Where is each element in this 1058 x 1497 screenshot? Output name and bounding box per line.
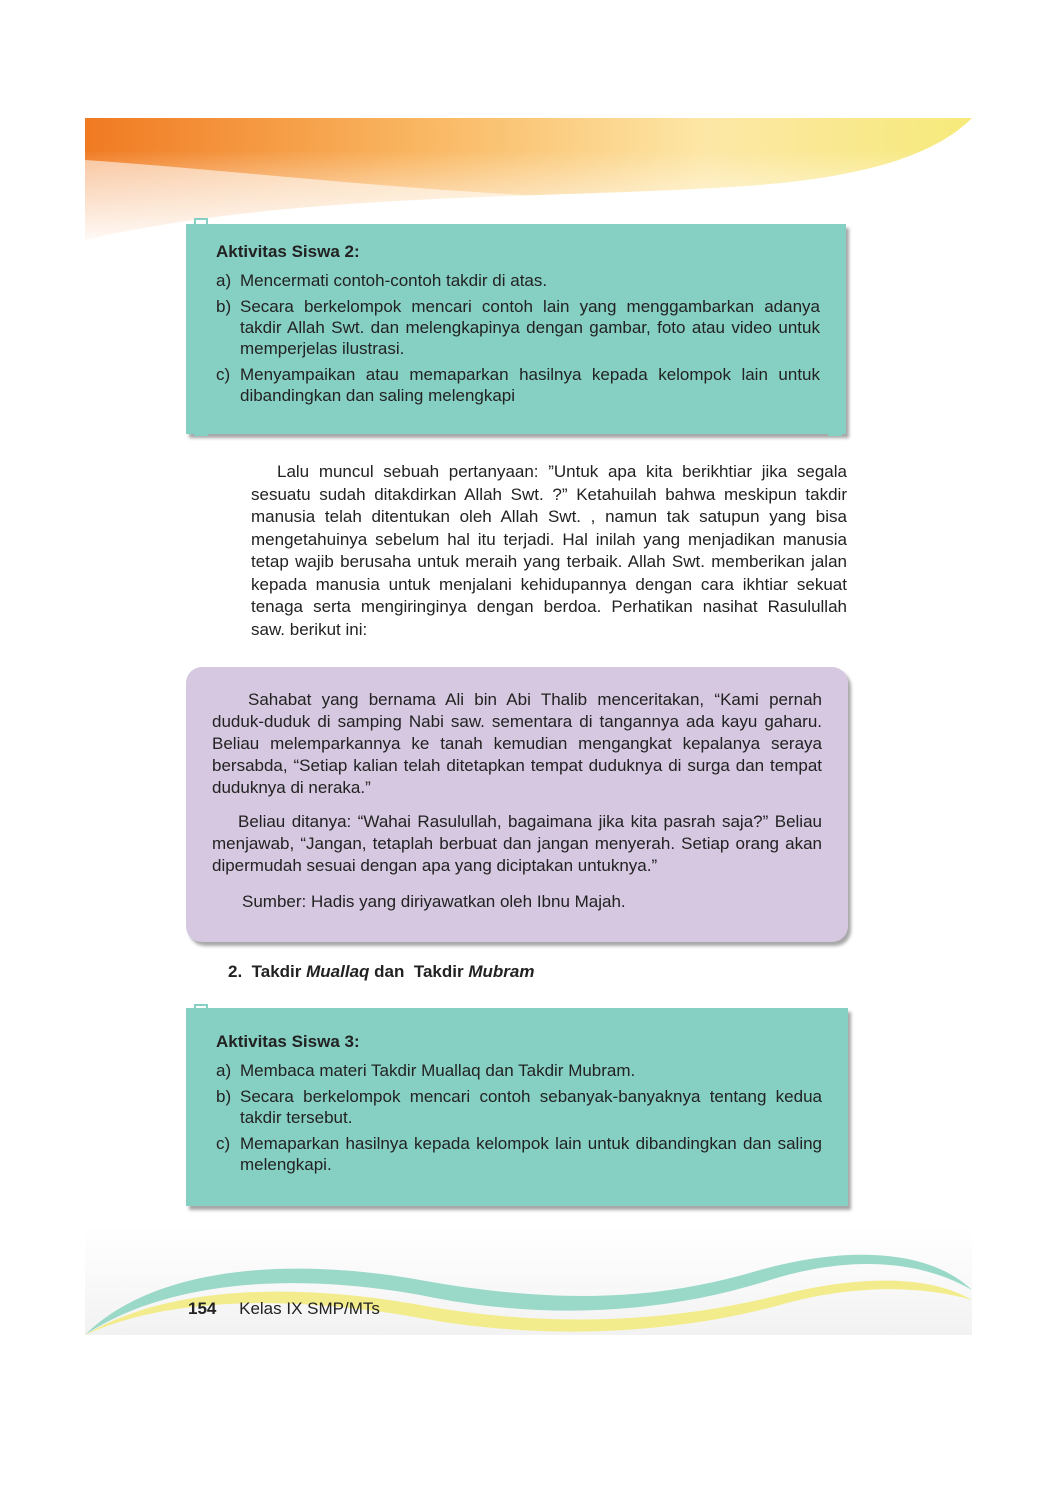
list-item: [216, 296, 820, 359]
corner-ornament: [194, 1186, 208, 1200]
list-item: [216, 364, 820, 406]
list-text: Secara berkelompok mencari contoh lain yang menggambarkan adanya takdir Allah Swt. dan melengkapinya dengan gambar, foto atau video untuk memperjelas ilustrasi.: [240, 297, 820, 358]
activity-2-box: [186, 224, 846, 434]
list-marker: b): [216, 1087, 232, 1106]
list-text: Menyampaikan atau memaparkan hasilnya kepada kelompok lain untuk dibandingkan dan saling melengkapi: [240, 365, 820, 405]
corner-ornament: [828, 1008, 842, 1022]
page-number: 154: [188, 1299, 217, 1318]
section-term: Muallaq: [306, 962, 370, 981]
hadith-box: [186, 667, 848, 942]
list-marker: c): [216, 365, 231, 384]
section-conjunction: dan: [374, 962, 405, 981]
corner-ornament: [828, 422, 842, 436]
activity-2-title: Aktivitas Siswa 2:: [216, 242, 360, 261]
list-item: [216, 1060, 822, 1081]
list-text: Secara berkelompok mencari contoh sebanyak-banyaknya tentang kedua takdir tersebut.: [240, 1087, 822, 1127]
section-term: Mubram: [468, 962, 535, 981]
page-footer: [188, 1299, 380, 1319]
corner-ornament: [194, 1004, 208, 1018]
list-text: Mencermati contoh-contoh takdir di atas.: [240, 271, 548, 290]
list-item: [216, 1133, 822, 1175]
activity-3-box: [186, 1008, 848, 1206]
book-label: Kelas IX SMP/MTs: [239, 1299, 380, 1318]
hadith-paragraph-1: Sahabat yang bernama Ali bin Abi Thalib menceritakan, “Kami pernah duduk-duduk di samping Nabi saw. sementara di tangannya ada kayu gaharu. Beliau melemparkannya ke tanah kemudian mengangkat kepalanya seraya bersabda, “Setiap kalian telah ditetapkan tempat duduknya di surga dan tempat duduknya di neraka.”: [212, 690, 822, 797]
list-marker: a): [216, 271, 232, 290]
activity-3-title: Aktivitas Siswa 3:: [216, 1032, 360, 1051]
corner-ornament: [828, 1186, 842, 1200]
list-marker: b): [216, 297, 232, 316]
activity-2-list: [216, 270, 820, 406]
hadith-source: Sumber: Hadis yang diriyawatkan oleh Ibnu Majah.: [242, 892, 626, 911]
section-word: Takdir: [413, 962, 464, 981]
activity-3-list: [216, 1060, 822, 1175]
section-heading: [228, 962, 534, 982]
corner-ornament: [194, 218, 208, 232]
list-item: [216, 1086, 822, 1128]
body-paragraph: Lalu muncul sebuah pertanyaan: ”Untuk apa kita berikhtiar jika segala sesuatu sudah ditakdirkan Allah Swt. ?” Ketahuilah bahwa meskipun takdir manusia telah ditentukan oleh Allah Swt. , namun tak satupun yang bisa mengetahuinya sebelum hal itu terjadi. Hal inilah yang menjadikan manusia tetap wajib berusaha untuk meraih yang terbaik. Allah Swt. memberikan jalan kepada manusia untuk menjalani kehidupannya dengan cara ikhtiar sekuat tenaga serta mengiringinya dengan berdoa. Perhatikan nasihat Rasulullah saw. berikut ini:: [251, 462, 847, 639]
list-text: Membaca materi Takdir Muallaq dan Takdir Mubram.: [240, 1061, 636, 1080]
section-word: Takdir: [251, 962, 302, 981]
list-text: Memaparkan hasilnya kepada kelompok lain untuk dibandingkan dan saling melengkapi.: [240, 1134, 822, 1174]
list-marker: a): [216, 1061, 232, 1080]
list-item: [216, 270, 820, 291]
corner-ornament: [194, 422, 208, 436]
section-number: 2.: [228, 962, 243, 981]
hadith-paragraph-2: Beliau ditanya: “Wahai Rasulullah, bagaimana jika kita pasrah saja?” Beliau menjawab, “Jangan, tetaplah berbuat dan jangan menyerah. Setiap orang akan dipermudah sesuai dengan apa yang diciptakan untuknya.”: [212, 812, 822, 875]
list-marker: c): [216, 1134, 231, 1153]
corner-ornament: [828, 224, 842, 238]
